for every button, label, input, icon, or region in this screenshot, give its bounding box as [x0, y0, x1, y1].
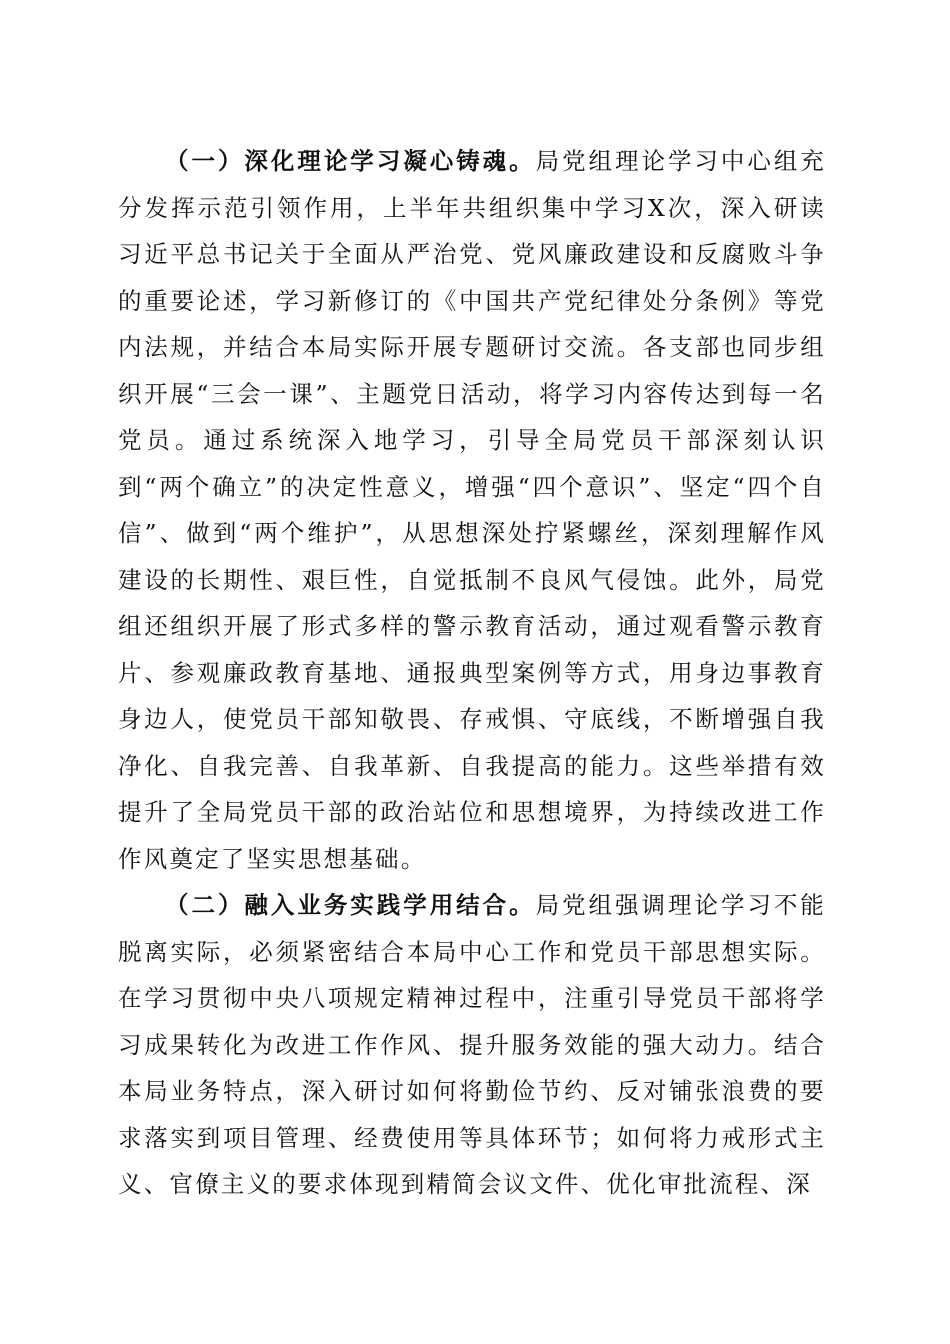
paragraph-2-body: 局党组强调理论学习不能脱离实际，必须紧密结合本局中心工作和党员干部思想实际。在学习贯彻中央八项规定精神过程中，注重引导党员干部将学习成果转化为改进工作作风、提升服务效能的强大动力。结合本局业务特点，深入研讨如何将勤俭节约、反对铺张浪费的要求落实到项目管理、经费使用等具体环节；如何将力戒形式主义、官僚主义的要求体现到精简会议文件、优化审批流程、深 — [118, 891, 826, 1198]
paragraph-2 — [118, 882, 826, 1208]
paragraph-2-heading: （二）融入业务实践学用结合。 — [165, 891, 536, 919]
document-body — [118, 138, 826, 1208]
paragraph-1 — [118, 138, 826, 882]
paragraph-1-heading: （一）深化理论学习凝心铸魂。 — [165, 147, 536, 175]
paragraph-1-body: 局党组理论学习中心组充分发挥示范引领作用，上半年共组织集中学习X次，深入研读习近平总书记关于全面从严治党、党风廉政建设和反腐败斗争的重要论述，学习新修订的《中国共产党纪律处分条例》等党内法规，并结合本局实际开展专题研讨交流。各支部也同步组织开展“三会一课”、主题党日活动，将学习内容传达到每一名党员。通过系统深入地学习，引导全局党员干部深刻认识到“两个确立”的决定性意义，增强“四个意识”、坚定“四个自信”、做到“两个维护”，从思想深处拧紧螺丝，深刻理解作风建设的长期性、艰巨性，自觉抵制不良风气侵蚀。此外，局党组还组织开展了形式多样的警示教育活动，通过观看警示教育片、参观廉政教育基地、通报典型案例等方式，用身边事教育身边人，使党员干部知敬畏、存戒惧、守底线，不断增强自我净化、自我完善、自我革新、自我提高的能力。这些举措有效提升了全局党员干部的政治站位和思想境界，为持续改进工作作风奠定了坚实思想基础。 — [118, 147, 826, 873]
